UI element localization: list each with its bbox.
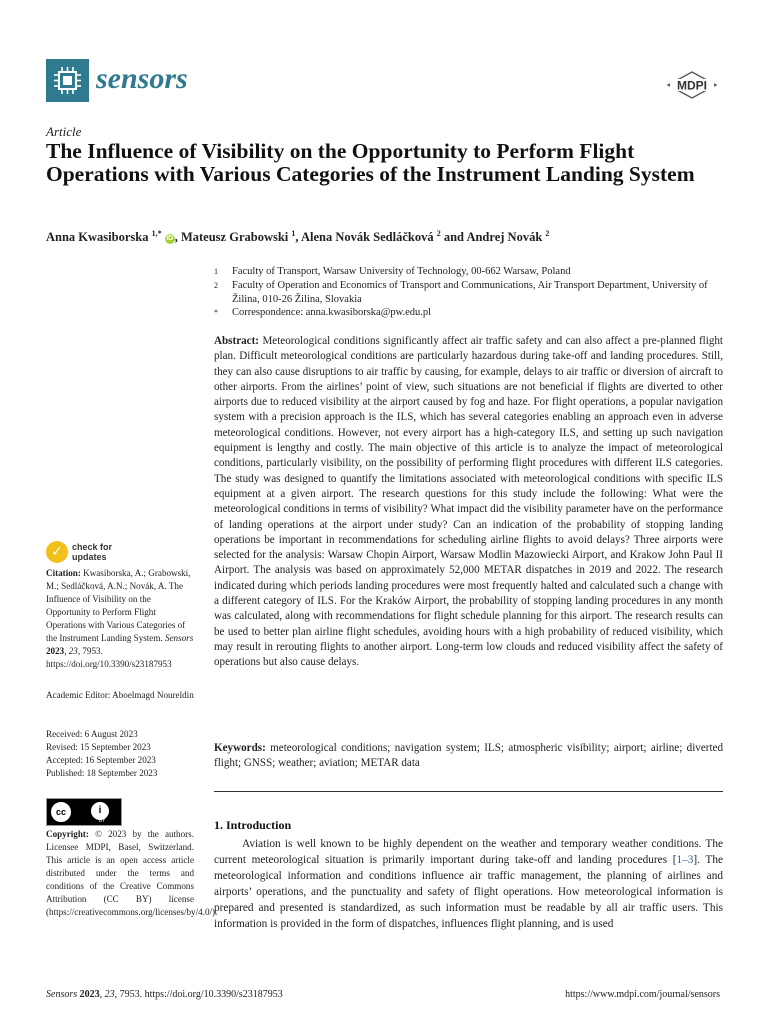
- affiliation-number: 1: [214, 267, 218, 276]
- orcid-icon[interactable]: iD: [166, 235, 174, 243]
- affiliation-number: 2: [214, 281, 218, 290]
- author-name[interactable]: Andrej Novák: [466, 230, 543, 245]
- author-separator: ,: [295, 230, 301, 245]
- section-heading: 1. Introduction: [214, 818, 292, 832]
- author-name[interactable]: Alena Novák Sedláčková: [300, 230, 434, 245]
- footer-volume: 23: [104, 989, 115, 1000]
- abstract: [214, 334, 723, 671]
- publisher-name: MDPI: [677, 78, 707, 93]
- affiliation-item: [214, 265, 734, 279]
- publication-dates: [46, 728, 194, 780]
- author-separator: ,: [174, 230, 181, 245]
- copyright-text: © 2023 by the authors. Licensee MDPI, Basel, Switzerland. This article is an open access article distributed under the terms and conditions of the Creative Commons Attribution (CC BY) license (https://creativecommons.org/licenses/by/4.0/).: [46, 829, 218, 917]
- date-accepted: Accepted: 16 September 2023: [46, 755, 156, 765]
- citation-volume: 23: [68, 646, 78, 656]
- citation-link[interactable]: 1–3: [676, 854, 694, 866]
- abstract-label: Abstract:: [214, 335, 259, 347]
- abstract-text: Meteorological conditions significantly affect air traffic safety and can also affect a pre-planned flight plan. Difficult meteorological conditions are particularly hazardous during take-off and landing procedures. Still, they can also cause disruptions to air traffic by causing, for example, delays to air traffic or diversion of aircraft to other airports. From the airlines’ point of view, such situations are not beneficial if flights are diverted to other airports due to reduced visibility at the airport caused by fog and haze. For flight operations, a popular navigation system with a precision approach is the ILS, which has several categories enabling an approach even in adverse meteorological conditions. However, not every airport has a high-category ILS, and setting up such navigation equipment is lengthy and costly. The main objective of this article is to analyze the impact of meteorological conditions, particularly visibility, on the possibility of performing flight procedures with different ILS categories. The study was designed to quantify the limitations associated with meteorological conditions with specific ILS equipment at a given airport. The research questions for this study include the following: What were the meteorological conditions in terms of visibility? What impact did the visibility parameter have on the performance of landing operations at the airport under study? Can an indication of the probability of stopping landing operations be important in recommendations for scheduling airline flights to avoid delays? Three airports were selected for the analysis: Warsaw Chopin Airport, Warsaw Modlin Mazowiecki Airport, and Krakow John Paul II Airport. The analysis was based on approximately 52,000 METAR dispatches in 2019 and 2022. The research indicated during which periods landing procedures were most frequently halted and calculated such a change with a different category of ILS. For the Kraków Airport, the probability of stopping landing procedures in any month was calculated, along with recommendations for flight schedule planning for this airport. The research results can be used to better plan airline flight schedules, avoiding hours with a high probability of reduced visibility, which may result in rerouting flights to another airport. Long-term low clouds and reduced visibility affect the safety of operations but also cause delays.: [214, 335, 723, 669]
- author-affiliation-mark: 1,*: [151, 229, 162, 238]
- cc-by-label: BY: [98, 818, 106, 824]
- check-updates-line: check for: [72, 542, 113, 552]
- keywords-text: meteorological conditions; navigation system; ILS; atmospheric visibility; airport; airline; diverted flight; GNSS; weather; aviation; METAR data: [214, 742, 724, 770]
- affiliation-text: Faculty of Transport, Warsaw University of Technology, 00-662 Warsaw, Poland: [232, 266, 571, 277]
- mdpi-logo-icon[interactable]: [666, 71, 718, 99]
- attribution-person-icon: i: [91, 802, 109, 820]
- author-list: [46, 225, 736, 246]
- footer-doi-link[interactable]: , 7953. https://doi.org/10.3390/s23187953: [114, 989, 283, 1000]
- article-type: Article: [46, 124, 82, 139]
- author-affiliation-mark: 2: [436, 229, 441, 238]
- check-updates-label: [72, 542, 112, 562]
- correspondence: [214, 306, 734, 320]
- author-separator: and: [440, 230, 467, 245]
- author-affiliation-mark: 2: [545, 229, 550, 238]
- citation-journal: Sensors: [164, 633, 194, 643]
- date-published: Published: 18 September 2023: [46, 768, 158, 778]
- section-divider: [214, 791, 723, 792]
- citation-label: Citation:: [46, 568, 81, 578]
- correspondence-mark: *: [214, 308, 218, 317]
- introduction-paragraph: [214, 836, 723, 932]
- citation-text: Kwasiborska, A.; Grabowski, M.; Sedláčková, A.N.; Novák, A. The Influence of Visibility on the Opportunity to Perform Flight Operations with Various Categories of the Instrument Landing System.: [46, 568, 191, 643]
- intro-text: ]. The meteorological information and conditions influence air traffic management, the planning of airlines and airports’ operations, and the punctuality and safety of flight operations. How meteorological information is prepared and presented is standardized, as such information must be readable by all air traffic users. This information is provided in the form of dispatches, influences flight planning, and is used: [214, 854, 723, 930]
- author-affiliation-mark: 1: [291, 229, 296, 238]
- keywords-label: Keywords:: [214, 742, 266, 754]
- journal-logo-icon: [46, 59, 89, 102]
- article-title: The Influence of Visibility on the Opportunity to Perform Flight Operations with Various Categories of the Instrument Landing System: [46, 139, 695, 186]
- citation-doi-link[interactable]: , 7953. https://doi.org/10.3390/s23187953: [46, 646, 172, 669]
- date-received: Received: 6 August 2023: [46, 729, 138, 739]
- editor-name: Aboelmagd Noureldin: [112, 690, 194, 700]
- academic-editor: [46, 689, 194, 702]
- footer-journal: Sensors: [46, 989, 78, 1000]
- affiliation-item: [214, 279, 734, 306]
- correspondence-email[interactable]: Correspondence: anna.kwasiborska@pw.edu.pl: [232, 307, 432, 318]
- date-revised: Revised: 15 September 2023: [46, 742, 151, 752]
- author-name[interactable]: Anna Kwasiborska: [46, 230, 149, 245]
- citation-block: Citation: Kwasiborska, A.; Grabowski, M.; Sedláčková, A.N.; Novák, A. The Influence of Visibility on the Opportunity to Perform Flight Operations with Various Categories of the Instrument Landing System. Sensors 2023, 23, 7953. https://doi.org/10.3390/s23187953: [46, 568, 194, 669]
- keywords: [214, 741, 723, 772]
- copyright-label: Copyright:: [46, 829, 89, 839]
- journal-name[interactable]: sensors: [96, 62, 188, 95]
- intro-text: Aviation is well known to be highly dependent on the weather and temporary weather conditions. The current meteorological situation is primarily important during take-off and landing procedures [: [214, 838, 723, 866]
- citation-year: 2023: [46, 646, 65, 656]
- footer-journal-url[interactable]: https://www.mdpi.com/journal/sensors: [565, 989, 720, 1000]
- copyright-notice: [46, 828, 218, 919]
- author-name[interactable]: Mateusz Grabowski: [180, 230, 289, 245]
- check-updates-icon: ✓: [46, 541, 68, 563]
- check-for-updates-button[interactable]: [46, 541, 156, 563]
- check-updates-line: updates: [72, 552, 107, 562]
- footer-year: 2023: [79, 989, 100, 1000]
- creative-commons-icon: cc: [51, 802, 71, 822]
- editor-label: Academic Editor:: [46, 690, 111, 700]
- cc-by-license-badge[interactable]: [46, 798, 122, 826]
- affiliation-text: Faculty of Operation and Economics of Transport and Communications, Air Transport Department, University of Žilina, 010-26 Žilina, Slovakia: [232, 280, 708, 305]
- footer-citation: Sensors 2023, 23, 7953. https://doi.org/10.3390/s23187953: [46, 989, 283, 1000]
